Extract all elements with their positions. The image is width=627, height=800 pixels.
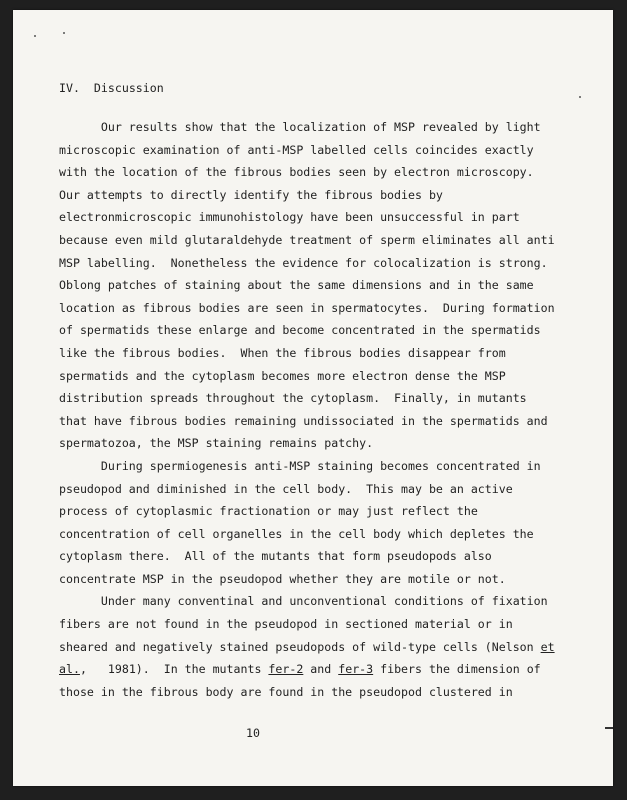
text-line: spermatozoa, the MSP staining remains patchy. <box>59 436 374 451</box>
text-line <box>59 636 579 659</box>
text-line: MSP labelling. Nonetheless the evidence for colocalization is strong. <box>59 255 548 270</box>
text-line: pseudopod and diminished in the cell body. This may be an active <box>59 481 513 496</box>
text-line: that have fibrous bodies remaining undissociated in the spermatids and <box>59 413 548 428</box>
text-line: location as fibrous bodies are seen in spermatocytes. During formation <box>59 300 555 315</box>
citation-al: al. <box>59 662 80 677</box>
text-line: those in the fibrous body are found in the pseudopod clustered in <box>59 684 513 699</box>
text-line: spermatids and the cytoplasm becomes more electron dense the MSP <box>59 368 506 383</box>
citation-et: et <box>540 639 555 654</box>
page-number: 10 <box>246 726 260 740</box>
text-line: Under many conventinal and unconventional conditions of fixation <box>59 594 548 609</box>
text-line: concentrate MSP in the pseudopod whether they are motile or not. <box>59 571 506 586</box>
text-line: Oblong patches of staining about the same dimensions and in the same <box>59 278 534 293</box>
text-line: like the fibrous bodies. When the fibrous bodies disappear from <box>59 345 506 360</box>
text-line: distribution spreads throughout the cytoplasm. Finally, in mutants <box>59 391 527 406</box>
text-line: cytoplasm there. All of the mutants that form pseudopods also <box>59 549 492 564</box>
text-segment: and <box>303 662 339 677</box>
text-line <box>59 658 579 681</box>
section-number: IV. <box>59 81 80 95</box>
text-line: Our attempts to directly identify the fibrous bodies by <box>59 187 443 202</box>
speck-mark <box>34 35 36 37</box>
document-page <box>13 10 613 786</box>
section-title: Discussion <box>93 81 164 95</box>
text-segment: fibers the dimension of <box>373 662 541 677</box>
body-text <box>59 116 579 703</box>
edge-mark <box>605 727 613 729</box>
text-line: because even mild glutaraldehyde treatment of sperm eliminates all anti <box>59 232 555 247</box>
text-line: concentration of cell organelles in the cell body which depletes the <box>59 526 534 541</box>
text-line: electronmicroscopic immunohistology have been unsuccessful in part <box>59 210 520 225</box>
gene-fer-3: fer-3 <box>338 662 374 677</box>
gene-fer-2: fer-2 <box>268 662 304 677</box>
text-line: process of cytoplasmic fractionation or may just reflect the <box>59 504 478 519</box>
text-line: with the location of the fibrous bodies seen by electron microscopy. <box>59 165 534 180</box>
section-heading <box>59 81 164 95</box>
speck-mark <box>579 96 581 98</box>
text-line: of spermatids these enlarge and become concentrated in the spermatids <box>59 323 541 338</box>
text-line: Our results show that the localization of MSP revealed by light <box>59 120 541 134</box>
text-segment: , 1981). In the mutants <box>79 662 269 677</box>
text-segment: sheared and negatively stained pseudopods of wild-type cells (Nelson <box>59 639 541 654</box>
speck-mark <box>63 32 65 34</box>
text-line: microscopic examination of anti-MSP labelled cells coincides exactly <box>59 142 534 157</box>
text-line: fibers are not found in the pseudopod in sectioned material or in <box>59 617 513 632</box>
text-line: During spermiogenesis anti-MSP staining becomes concentrated in <box>59 458 541 473</box>
